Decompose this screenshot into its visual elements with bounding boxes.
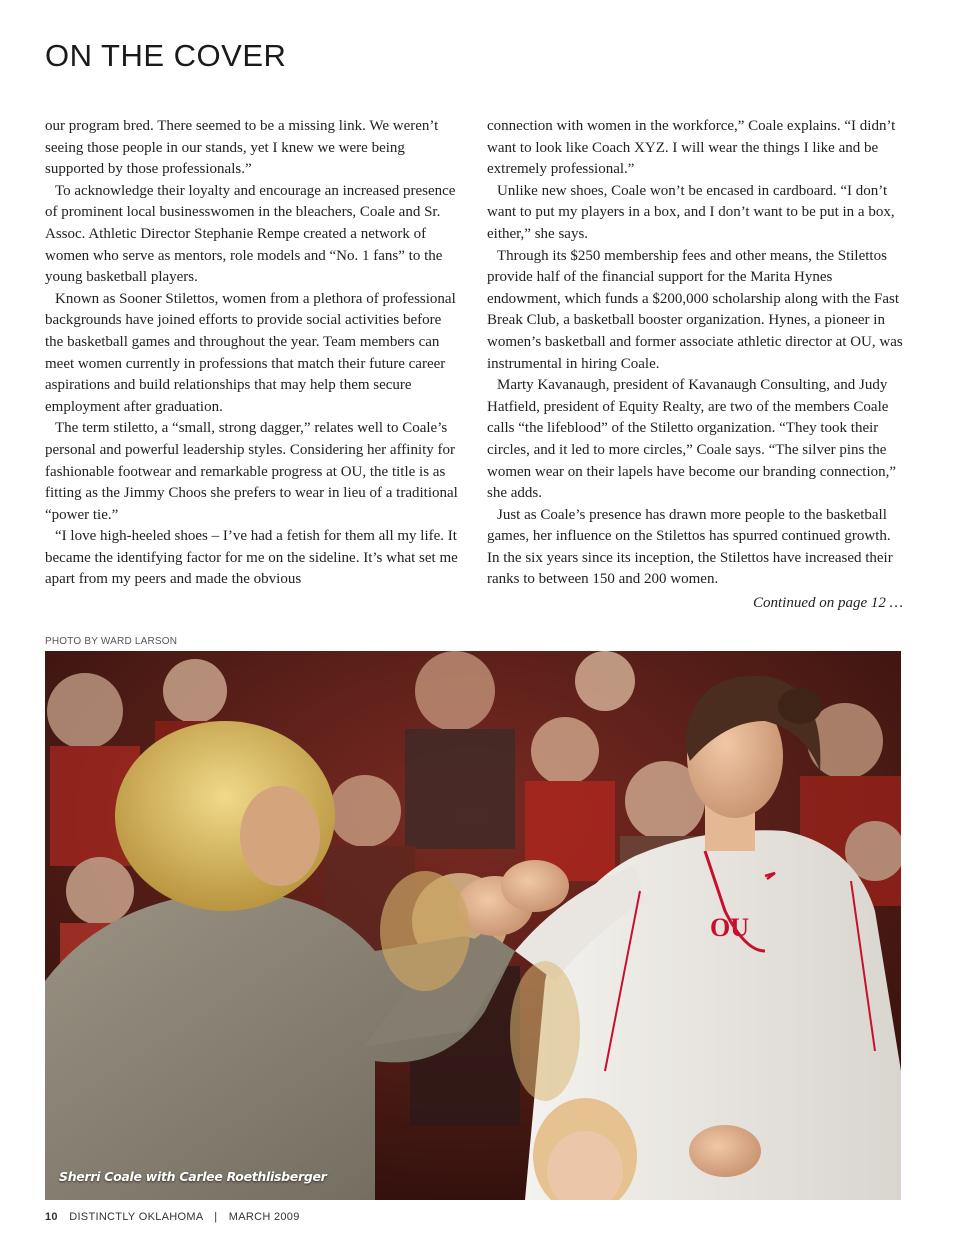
article-column-left (45, 116, 461, 591)
page-number: 10 (45, 1211, 58, 1223)
article-column-right (487, 116, 903, 615)
photo-credit: PHOTO BY WARD LARSON (45, 636, 178, 647)
cover-photo (45, 651, 901, 1200)
section-title: ON THE COVER (45, 38, 287, 73)
publication-name: DISTINCTLY OKLAHOMA (69, 1211, 203, 1223)
article-paragraph: Known as Sooner Stilettos, women from a plethora of professional backgrounds have joined efforts to provide social activities before the basketball games and throughout the year. Team members can meet women currently in professions that match their future career aspirations and build relationships that may help them secure employment after graduation. (45, 290, 456, 415)
page-footer (45, 1211, 300, 1223)
footer-separator: | (214, 1211, 218, 1223)
article-paragraph: Just as Coale’s presence has drawn more people to the basketball games, her influence on the Stilettos has spurred continued growth. In the six years since its inception, the Stilettos have increased their ranks to between 150 and 200 women. (487, 506, 893, 588)
photo-caption: Sherri Coale with Carlee Roethlisberger (59, 1169, 327, 1184)
article-paragraph: To acknowledge their loyalty and encourage an increased presence of prominent local businesswomen in the bleachers, Coale and Sr. Assoc. Athletic Director Stephanie Rempe created a network of women who serve as mentors, role models and “No. 1 fans” to the young basketball players. (45, 182, 456, 286)
article-paragraph: connection with women in the workforce,” Coale explains. “I didn’t want to look like Coach XYZ. I will wear the things I like and be extremely professional.” (487, 118, 896, 178)
ou-logo-graphic: OU (710, 913, 749, 942)
article-paragraph: Through its $250 membership fees and other means, the Stilettos provide half of the financial support for the Marita Hynes endowment, which funds a $200,000 scholarship along with the Fast Break Club, a basketball booster organization. Hynes, a pioneer in women’s basketball and former associate athletic director at OU, was instrumental in hiring Coale. (487, 247, 903, 372)
article-paragraph: “I love high-heeled shoes – I’ve had a fetish for them all my life. It became the identifying factor for me on the sideline. It’s what set me apart from my peers and made the obvious (45, 528, 458, 588)
photo-illustration (45, 651, 901, 1200)
article-paragraph: The term stiletto, a “small, strong dagger,” relates well to Coale’s personal and powerful leadership styles. Considering her affinity for fashionable footwear and remarkable progress at OU, the title is as fitting as the Jimmy Choos she prefers to wear in lieu of a traditional “power tie.” (45, 420, 458, 523)
article-paragraph: our program bred. There seemed to be a missing link. We weren’t seeing those people in our stands, yet I knew we were being supported by those professionals.” (45, 118, 439, 178)
article-paragraph: Unlike new shoes, Coale won’t be encased in cardboard. “I don’t want to put my players in a box, and I don’t want to be put in a box, either,” she says. (487, 182, 895, 242)
continued-note: Continued on page 12 … (753, 595, 903, 612)
article-paragraph: Marty Kavanaugh, president of Kavanaugh Consulting, and Judy Hatfield, president of Equity Realty, are two of the members Coale calls “the lifeblood” of the Stiletto organization. “They took their circles, and it led to more circles,” Coale says. “The silver pins the women wear on their lapels have become our branding connection,” she adds. (487, 377, 897, 502)
issue-date: MARCH 2009 (228, 1211, 300, 1223)
